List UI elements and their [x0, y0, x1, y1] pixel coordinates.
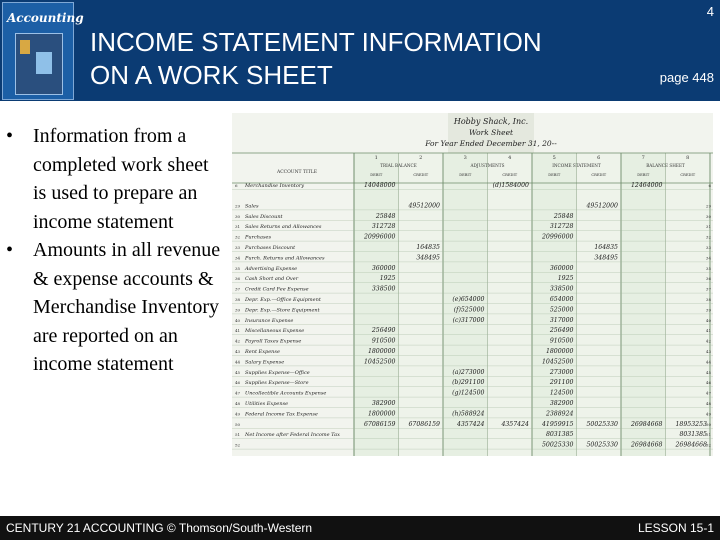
- amount-cell: (e)654000: [452, 296, 485, 303]
- credit-header: CREDIT: [413, 173, 429, 177]
- account-title: Sales Discount: [245, 213, 283, 220]
- account-title: Purchases Discount: [245, 245, 296, 251]
- account-title-header: ACCOUNT TITLE: [276, 170, 318, 175]
- amount-cell: 312728: [549, 223, 574, 231]
- account-title: Payroll Taxes Expense: [245, 338, 302, 345]
- work-sheet-figure: [232, 113, 713, 456]
- bullet-icon: •: [6, 125, 14, 147]
- amount-cell: 67086159: [408, 420, 440, 428]
- row-number: 51: [235, 432, 241, 438]
- debit-header: DEBIT: [459, 173, 472, 177]
- bullet-list: [6, 122, 221, 379]
- amount-cell: 8031385: [679, 431, 707, 439]
- slide-title-line-2: ON A WORK SHEET: [90, 60, 333, 90]
- account-title: Purch. Returns and Allowances: [245, 255, 325, 262]
- amount-cell: 164835: [594, 244, 618, 251]
- amount-cell: 291100: [549, 379, 574, 387]
- account-title: Federal Income Tax Expense: [245, 411, 318, 418]
- row-number: 48: [235, 401, 241, 406]
- account-title: Sales Returns and Allowances: [245, 224, 322, 231]
- account-title: Salary Expense: [245, 359, 285, 366]
- row-number: 35: [235, 265, 241, 271]
- slide-title-line-1: INCOME STATEMENT INFORMATION: [90, 27, 542, 57]
- row-number-right: 6: [708, 183, 711, 188]
- account-title: Depr. Exp.—Store Equipment: [245, 307, 320, 314]
- account-title: Depr. Exp.—Office Equipment: [245, 297, 321, 303]
- amount-cell: 4357424: [501, 420, 529, 428]
- footer-credit: CENTURY 21 ACCOUNTING © Thomson/South-Western: [6, 521, 313, 535]
- row-number: 52: [235, 442, 241, 448]
- account-title: Utilities Expense: [245, 401, 289, 407]
- row-number-right: 52: [705, 442, 711, 448]
- logo-text: Accounting: [7, 11, 84, 25]
- row-number: 30: [235, 213, 241, 219]
- row-number: 38: [235, 297, 241, 302]
- amount-cell: 2388924: [545, 410, 574, 418]
- row-number-right: 35: [705, 265, 711, 271]
- row-number-right: 51: [705, 432, 711, 438]
- amount-cell: 26984668: [631, 420, 663, 428]
- amount-cell: 1800000: [367, 410, 396, 418]
- row-number: 49: [235, 411, 241, 417]
- account-title: Rent Expense: [245, 349, 280, 355]
- money-column-band: [666, 153, 711, 456]
- row-number: 29: [235, 203, 241, 209]
- account-title: Net Income after Federal Income Tax: [245, 432, 340, 439]
- account-title: Supplies Expense—Office: [245, 369, 310, 376]
- row-number: 45: [235, 369, 241, 375]
- row-number: 6: [235, 183, 238, 188]
- slide-header: [0, 0, 720, 101]
- credit-header: CREDIT: [502, 173, 518, 177]
- amount-cell: (c)317000: [452, 316, 485, 324]
- amount-cell: 910500: [371, 337, 396, 345]
- column-group-header: ADJUSTMENTS: [470, 163, 505, 168]
- debit-header: DEBIT: [637, 173, 650, 177]
- row-number: 42: [235, 338, 241, 344]
- amount-cell: 50025330: [586, 420, 618, 428]
- amount-cell: (b)291100: [452, 379, 485, 387]
- debit-header: DEBIT: [370, 173, 383, 177]
- amount-cell: (h)588924: [452, 410, 485, 418]
- row-number: 44: [235, 359, 241, 365]
- row-number-right: 39: [705, 307, 711, 313]
- row-number: 34: [235, 255, 241, 261]
- row-number-right: 31: [705, 224, 711, 230]
- amount-cell: 360000: [549, 264, 574, 272]
- bullet-item: [6, 122, 221, 236]
- amount-cell: 312728: [371, 223, 396, 231]
- account-title: Supplies Expense—Store: [245, 380, 309, 387]
- account-title: Purchases: [245, 234, 272, 241]
- amount-cell: 360000: [371, 264, 396, 272]
- amount-cell: 49512000: [586, 202, 618, 210]
- account-title: Credit Card Fee Expense: [245, 286, 309, 293]
- account-title: Insurance Expense: [245, 317, 294, 324]
- amount-cell: 654000: [549, 296, 574, 303]
- amount-cell: (f)525000: [453, 306, 485, 314]
- row-number-right: 36: [705, 276, 711, 282]
- work-sheet-report-name: Work Sheet: [468, 128, 514, 137]
- row-number-right: 33: [705, 245, 711, 250]
- column-group-header: INCOME STATEMENT: [552, 163, 601, 168]
- row-number: 36: [235, 276, 241, 282]
- bullet-item: [6, 236, 221, 379]
- footer-lesson: LESSON 15-1: [637, 521, 714, 535]
- amount-cell: 1925: [379, 275, 396, 283]
- amount-cell: 338500: [549, 285, 574, 293]
- row-number: 43: [235, 349, 241, 354]
- amount-cell: 1800000: [545, 348, 574, 355]
- amount-cell: 348495: [594, 254, 618, 262]
- column-number: 7: [641, 155, 645, 161]
- column-number: 8: [686, 155, 690, 161]
- row-number: 46: [235, 380, 241, 386]
- amount-cell: 273000: [549, 368, 574, 376]
- account-title: Merchandise Inventory: [245, 183, 305, 189]
- row-number: 31: [235, 224, 241, 230]
- column-number: 1: [374, 155, 378, 161]
- amount-cell: 49512000: [408, 202, 440, 210]
- column-number: 4: [508, 155, 512, 161]
- account-title: Uncollectible Accounts Expense: [245, 390, 327, 397]
- row-number-right: 32: [705, 234, 711, 240]
- row-number-right: 30: [705, 213, 711, 219]
- amount-cell: 8031385: [545, 431, 574, 439]
- amount-cell: (a)273000: [452, 368, 485, 376]
- amount-cell: 910500: [549, 337, 574, 345]
- money-column-band: [399, 153, 444, 456]
- amount-cell: (d)1584000: [492, 182, 529, 189]
- bullet-icon: •: [6, 239, 14, 261]
- column-number: 6: [597, 155, 601, 161]
- row-number-right: 45: [705, 369, 711, 375]
- row-number-right: 40: [705, 317, 711, 323]
- work-sheet-period: For Year Ended December 31, 20--: [425, 139, 557, 148]
- debit-header: DEBIT: [548, 173, 561, 177]
- amount-cell: 256490: [549, 327, 574, 335]
- amount-cell: 20996000: [364, 233, 396, 241]
- row-number-right: 34: [705, 255, 711, 261]
- amount-cell: 1800000: [367, 348, 396, 355]
- amount-cell: 10452500: [542, 358, 574, 366]
- account-title: Miscellaneous Expense: [245, 328, 305, 335]
- amount-cell: 50025330: [586, 441, 618, 449]
- book-cover-icon: [15, 33, 63, 95]
- row-number: 39: [235, 307, 241, 313]
- textbook-cover-logo: [2, 2, 84, 100]
- row-number-right: 46: [705, 380, 711, 386]
- bullet-text: Information from a completed work sheet is used to prepare an income statement: [33, 125, 209, 233]
- column-group-header: BALANCE SHEET: [646, 163, 685, 168]
- page-reference: page 448: [659, 70, 714, 85]
- row-number-right: 50: [705, 421, 711, 427]
- row-number: 40: [235, 317, 241, 323]
- slide-title: [90, 26, 542, 92]
- row-number-right: 29: [705, 203, 711, 209]
- column-group-header: TRIAL BALANCE: [380, 163, 417, 168]
- row-number-right: 44: [705, 359, 711, 365]
- row-number: 50: [235, 421, 241, 427]
- column-number: 3: [463, 155, 467, 161]
- amount-cell: 525000: [549, 306, 574, 314]
- row-number: 33: [235, 245, 241, 250]
- amount-cell: 41959915: [542, 420, 574, 428]
- row-number: 37: [235, 286, 241, 292]
- bullet-text: Amounts in all revenue & expense accounts & Merchandise Inventory are reported on an income statement: [33, 239, 221, 375]
- work-sheet-image: [232, 113, 713, 456]
- row-number-right: 47: [705, 390, 711, 396]
- money-column-band: [621, 153, 666, 456]
- amount-cell: 317000: [549, 316, 574, 324]
- slide-footer: [0, 516, 720, 540]
- row-number: 47: [235, 390, 241, 396]
- amount-cell: 382900: [371, 400, 396, 407]
- amount-cell: 124500: [549, 389, 574, 397]
- amount-cell: 10452500: [364, 358, 396, 366]
- amount-cell: 256490: [371, 327, 396, 335]
- row-number-right: 41: [705, 328, 711, 334]
- credit-header: CREDIT: [680, 173, 696, 177]
- amount-cell: 25848: [553, 212, 574, 220]
- amount-cell: 164835: [416, 244, 440, 251]
- account-title: Cash Short and Over: [245, 276, 299, 283]
- row-number-right: 49: [705, 411, 711, 417]
- amount-cell: (g)124500: [452, 389, 485, 397]
- row-number-right: 42: [705, 338, 711, 344]
- amount-cell: 18953253: [675, 420, 707, 428]
- amount-cell: 14048000: [364, 182, 396, 189]
- amount-cell: 338500: [371, 285, 396, 293]
- amount-cell: 4357424: [456, 420, 485, 428]
- row-number-right: 38: [705, 297, 711, 302]
- slide-number: 4: [706, 4, 714, 19]
- credit-header: CREDIT: [591, 173, 607, 177]
- row-number-right: 43: [705, 349, 711, 354]
- amount-cell: 1925: [557, 275, 574, 283]
- row-number-right: 48: [705, 401, 711, 406]
- amount-cell: 26984668: [631, 441, 663, 449]
- column-number: 5: [552, 155, 556, 161]
- amount-cell: 12464000: [631, 182, 663, 189]
- money-column-band: [577, 153, 622, 456]
- account-title: Sales: [245, 203, 259, 210]
- money-column-band: [488, 153, 533, 456]
- account-title: Advertising Expense: [245, 265, 298, 272]
- amount-cell: 26984668: [675, 441, 707, 449]
- column-number: 2: [419, 155, 423, 161]
- row-number-right: 37: [705, 286, 711, 292]
- work-sheet-company: Hobby Shack, Inc.: [453, 117, 529, 126]
- amount-cell: 67086159: [364, 420, 396, 428]
- amount-cell: 382900: [549, 400, 574, 407]
- amount-cell: 20996000: [542, 233, 574, 241]
- row-number: 32: [235, 234, 241, 240]
- amount-cell: 25848: [375, 212, 396, 220]
- amount-cell: 348495: [416, 254, 440, 262]
- amount-cell: 50025330: [542, 441, 574, 449]
- row-number: 41: [235, 328, 241, 334]
